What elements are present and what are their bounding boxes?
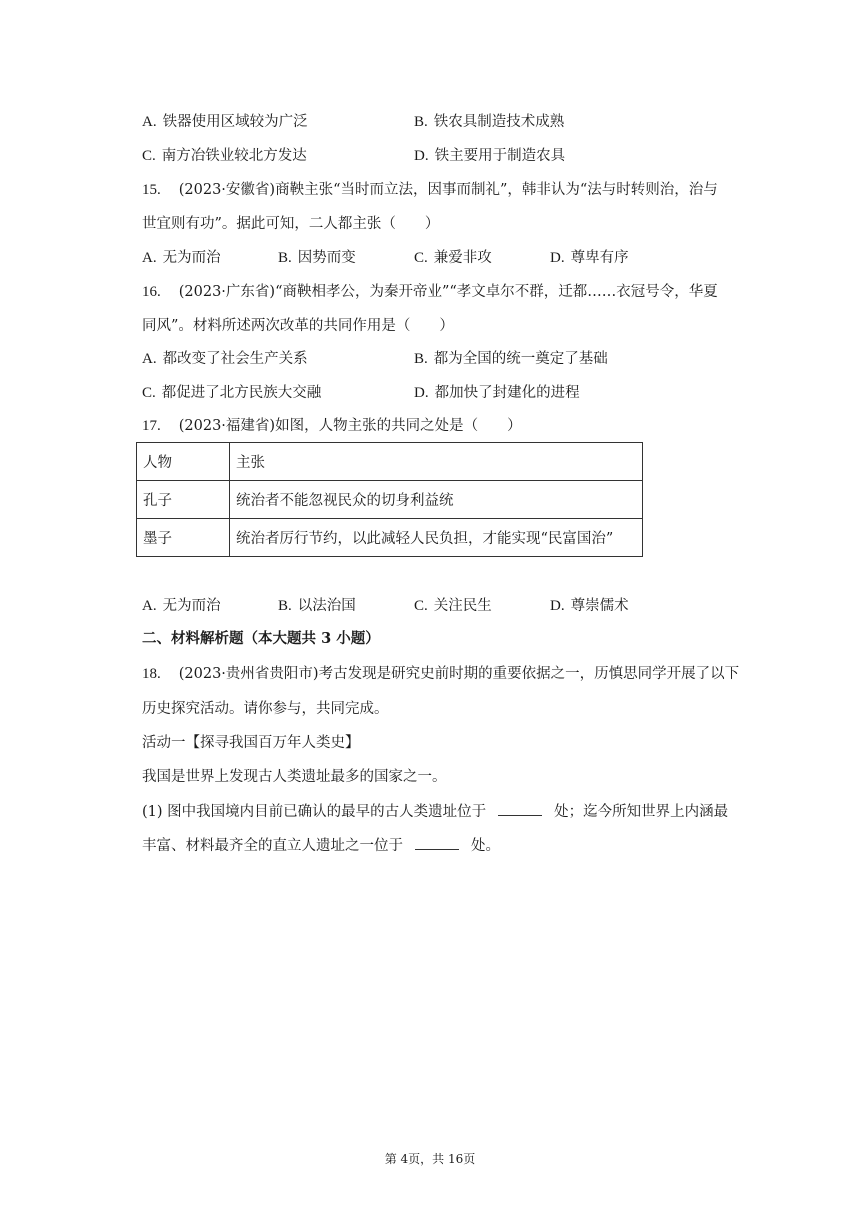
table-cell: 统治者不能忽视民众的切身利益统 bbox=[230, 481, 643, 519]
option-letter: A. bbox=[142, 114, 157, 130]
answer-blank[interactable] bbox=[498, 801, 542, 816]
table-row bbox=[137, 519, 643, 557]
question-number: 16. bbox=[142, 284, 161, 300]
option-letter: A. bbox=[142, 598, 157, 614]
q17-table bbox=[136, 442, 643, 557]
q16-option-c bbox=[142, 383, 321, 403]
option-text: 尊卑有序 bbox=[570, 250, 629, 266]
question-text: (2023·广东省)“商鞅相孝公，为秦开帝业”“孝文卓尔不群，迁都……衣冠号令，华夏 bbox=[178, 284, 718, 300]
q18-intro: 我国是世界上发现古人类遗址最多的国家之一。 bbox=[142, 769, 447, 785]
option-text: 都加快了封建化的进程 bbox=[434, 385, 580, 401]
option-text: 都为全国的统一奠定了基础 bbox=[433, 351, 608, 367]
q17-option-d bbox=[550, 596, 629, 616]
table-header-cell: 人物 bbox=[137, 443, 230, 481]
table-header-cell: 主张 bbox=[230, 443, 643, 481]
option-letter: C. bbox=[414, 250, 428, 266]
option-letter: B. bbox=[414, 351, 428, 367]
section-heading bbox=[142, 629, 380, 649]
option-letter: A. bbox=[142, 351, 157, 367]
question-number: 17. bbox=[142, 418, 161, 434]
option-text: 以法治国 bbox=[297, 598, 356, 614]
option-letter: A. bbox=[142, 250, 157, 266]
option-letter: B. bbox=[278, 250, 292, 266]
option-text: 因势而变 bbox=[297, 250, 356, 266]
table-cell: 统治者厉行节约，以此减轻人民负担，才能实现“民富国治” bbox=[230, 519, 643, 557]
q16-option-b bbox=[414, 349, 608, 369]
q18-stem-line1 bbox=[142, 664, 739, 684]
section-heading-count: 3 bbox=[321, 630, 332, 647]
option-letter: C. bbox=[414, 598, 428, 614]
q14-option-d bbox=[414, 146, 565, 166]
option-text: 尊崇儒术 bbox=[570, 598, 629, 614]
question-number: 15. bbox=[142, 182, 161, 198]
option-letter: C. bbox=[142, 385, 156, 401]
option-letter: B. bbox=[278, 598, 292, 614]
option-letter: D. bbox=[414, 385, 429, 401]
option-text: 都促进了北方民族大交融 bbox=[161, 385, 322, 401]
option-text: 铁主要用于制造农具 bbox=[434, 148, 566, 164]
q18-sub1-line2 bbox=[142, 835, 500, 856]
section-heading-suffix: 小题） bbox=[331, 630, 380, 647]
q16-option-a bbox=[142, 349, 308, 369]
table-header-row bbox=[137, 443, 643, 481]
option-text: 铁农具制造技术成熟 bbox=[433, 114, 565, 130]
q14-option-c bbox=[142, 146, 307, 166]
q15-option-d bbox=[550, 248, 629, 268]
q18-activity-title: 活动一【探寻我国百万年人类史】 bbox=[142, 735, 360, 751]
option-text: 关注民生 bbox=[433, 598, 492, 614]
q15-stem-line2: 世宜则有功”。据此可知，二人都主张（ ） bbox=[142, 216, 440, 232]
option-text: 无为而治 bbox=[162, 598, 221, 614]
q15-option-c bbox=[414, 248, 492, 268]
page-footer: 第 4页，共 16页 bbox=[384, 1152, 476, 1166]
option-letter: D. bbox=[414, 148, 429, 164]
option-letter: B. bbox=[414, 114, 428, 130]
option-letter: D. bbox=[550, 598, 565, 614]
option-text: 南方冶铁业较北方发达 bbox=[161, 148, 307, 164]
q15-option-a bbox=[142, 248, 221, 268]
option-letter: D. bbox=[550, 250, 565, 266]
table-cell: 墨子 bbox=[137, 519, 230, 557]
answer-blank[interactable] bbox=[415, 835, 459, 850]
option-text: 都改变了社会生产关系 bbox=[162, 351, 308, 367]
question-number: 18. bbox=[142, 666, 161, 682]
sub-question-text: 丰富、材料最齐全的直立人遗址之一位于 bbox=[142, 838, 403, 854]
option-text: 兼爱非攻 bbox=[433, 250, 492, 266]
q16-stem-line2: 同风”。材料所述两次改革的共同作用是（ ） bbox=[142, 318, 454, 334]
question-text: (2023·安徽省)商鞅主张“当时而立法，因事而制礼”，韩非认为“法与时转则治，治与 bbox=[178, 182, 718, 198]
option-letter: C. bbox=[142, 148, 156, 164]
question-text: (2023·福建省)如图，人物主张的共同之处是（ ） bbox=[178, 418, 522, 434]
option-text: 无为而治 bbox=[162, 250, 221, 266]
q18-stem-line2: 历史探究活动。请你参与，共同完成。 bbox=[142, 701, 389, 717]
q17-option-c bbox=[414, 596, 492, 616]
question-text: (2023·贵州省贵阳市)考古发现是研究史前时期的重要依据之一，历慎思同学开展了以下 bbox=[178, 666, 740, 682]
q15-option-b bbox=[278, 248, 356, 268]
option-text: 铁器使用区域较为广泛 bbox=[162, 114, 308, 130]
sub-question-text: 处。 bbox=[471, 838, 500, 854]
sub-question-text: 处；迄今所知世界上内涵最 bbox=[554, 804, 729, 820]
sub-question-text: (1) 图中我国境内目前已确认的最早的古人类遗址位于 bbox=[142, 804, 487, 820]
q15-stem-line1 bbox=[142, 180, 718, 200]
q17-stem bbox=[142, 416, 522, 436]
table-row bbox=[137, 481, 643, 519]
q16-option-d bbox=[414, 383, 580, 403]
table-cell: 孔子 bbox=[137, 481, 230, 519]
q17-option-a bbox=[142, 596, 221, 616]
q14-option-a bbox=[142, 112, 308, 132]
q18-sub1-line1 bbox=[142, 801, 728, 822]
q17-option-b bbox=[278, 596, 356, 616]
section-heading-prefix: 二、材料解析题（本大题共 bbox=[142, 630, 322, 647]
q14-option-b bbox=[414, 112, 564, 132]
q16-stem-line1 bbox=[142, 282, 718, 302]
